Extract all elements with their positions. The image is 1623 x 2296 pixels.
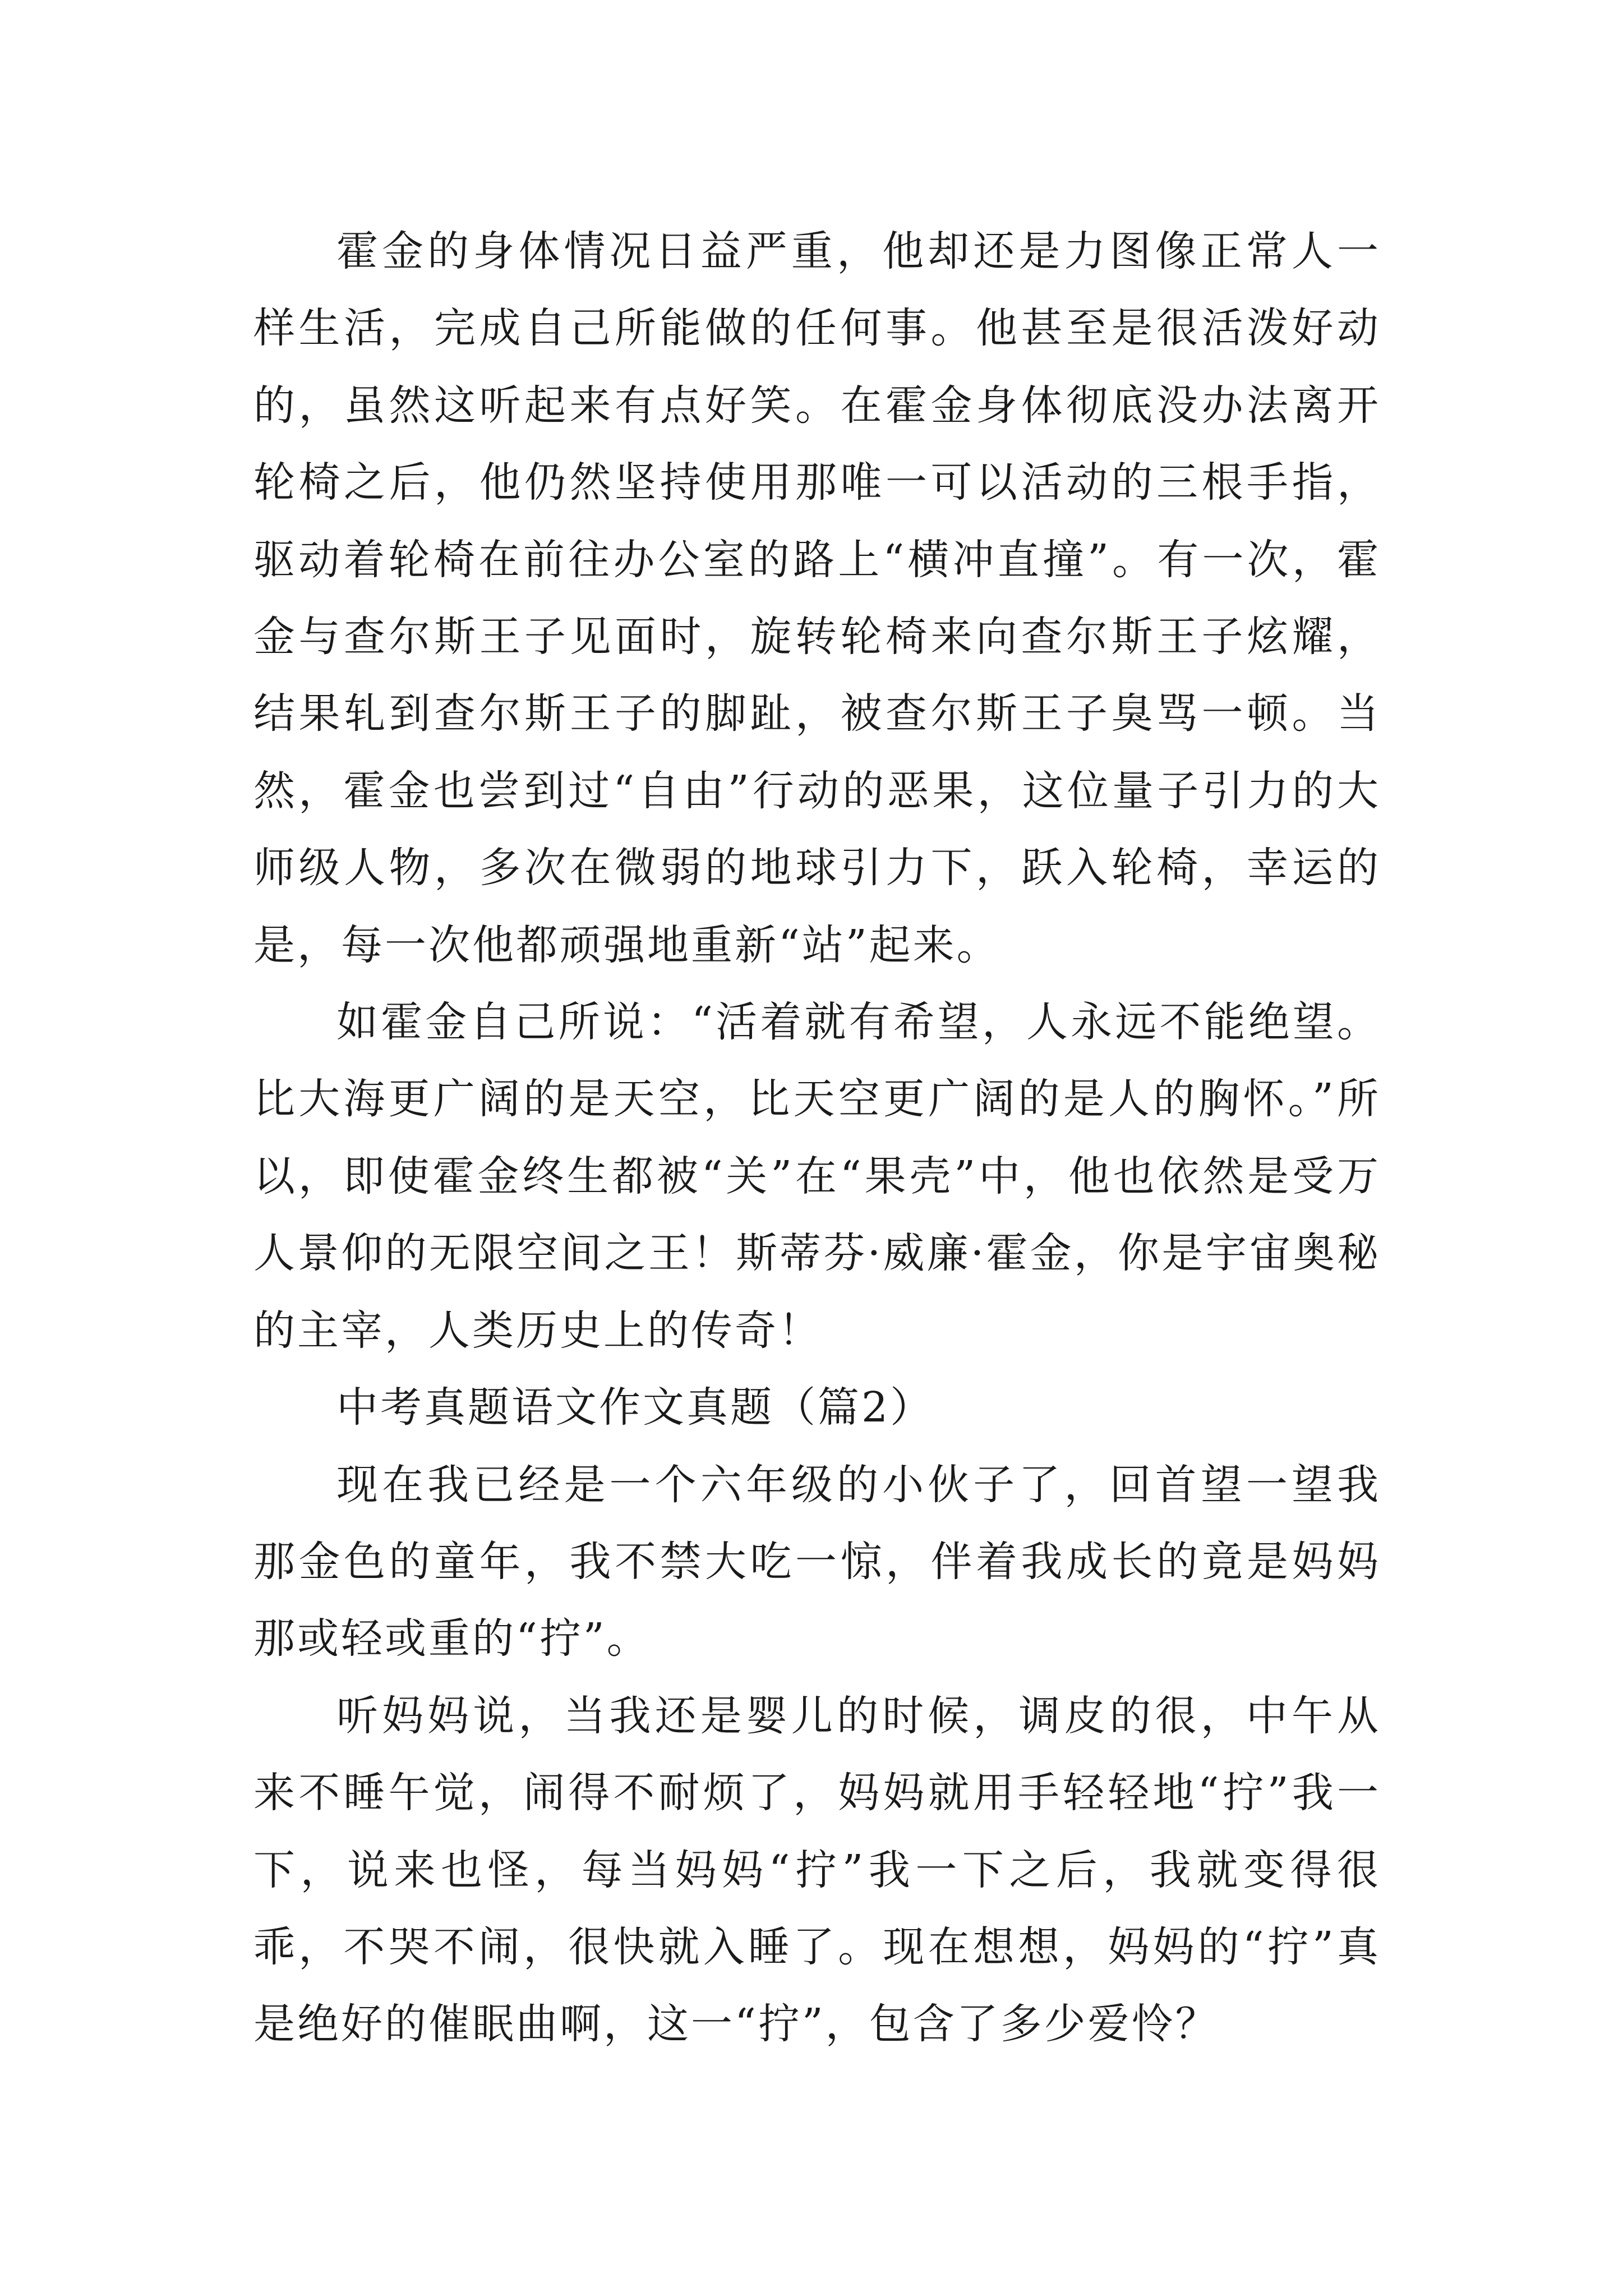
paragraph-mother-pinch: 听妈妈说，当我还是婴儿的时候，调皮的很，中午从来不睡午觉，闹得不耐烦了，妈妈就用手轻轻地“拧”我一下，说来也怪，每当妈妈“拧”我一下之后，我就变得很乖，不哭不闹，很快就入睡了。现在想想，妈妈的“拧”真是绝好的催眠曲啊，这一“拧”，包含了多少爱怜？ xyxy=(253,1691,1381,2049)
paragraph-childhood-intro: 现在我已经是一个六年级的小伙子了，回首望一望我那金色的童年，我不禁大吃一惊，伴着我成长的竟是妈妈那或轻或重的“拧”。 xyxy=(253,1460,1381,1663)
paragraph-hawking-wheelchair: 霍金的身体情况日益严重，他却还是力图像正常人一样生活，完成自己所能做的任何事。他甚至是很活泼好动的，虽然这听起来有点好笑。在霍金身体彻底没办法离开轮椅之后，他仍然坚持使用那唯一可以活动的三根手指，驱动着轮椅在前往办公室的路上“横冲直撞”。有一次，霍金与查尔斯王子见面时，旋转轮椅来向查尔斯王子炫耀，结果轧到查尔斯王子的脚趾，被查尔斯王子臭骂一顿。当然，霍金也尝到过“自由”行动的恶果，这位量子引力的大师级人物，多次在微弱的地球引力下，跃入轮椅，幸运的是，每一次他都顽强地重新“站”起来。 xyxy=(253,227,1381,969)
document-body xyxy=(253,213,1381,2063)
paragraph-hawking-quote: 如霍金自己所说：“活着就有希望，人永远不能绝望。比大海更广阔的是天空，比天空更广阔的是人的胸怀。”所以，即使霍金终生都被“关”在“果壳”中，他也依然是受万人景仰的无限空间之王！斯蒂芬·威廉·霍金，你是宇宙奥秘的主宰，人类历史上的传奇！ xyxy=(253,998,1381,1355)
section-heading: 中考真题语文作文真题（篇2） xyxy=(336,1383,934,1432)
